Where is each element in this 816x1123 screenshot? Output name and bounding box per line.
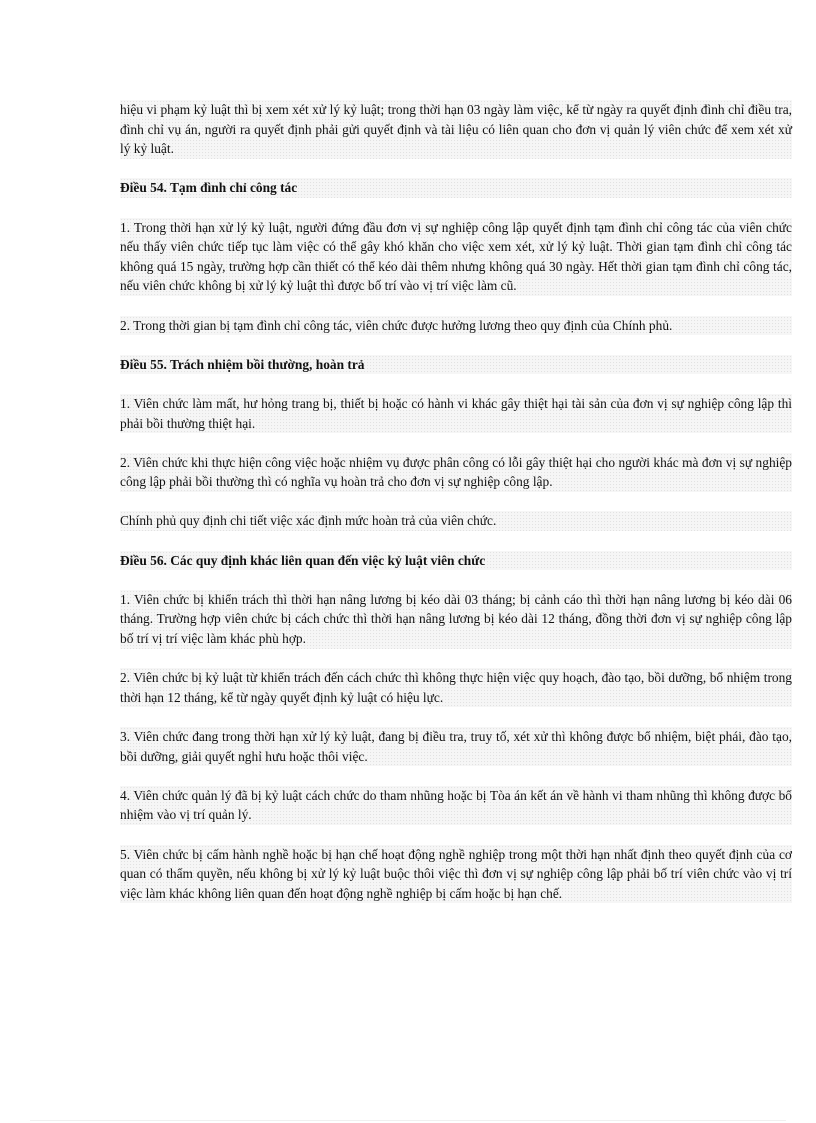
article-56-paragraph-1: 1. Viên chức bị khiển trách thì thời hạn nâng lương bị kéo dài 03 tháng; bị cảnh cáo thì thời hạn nâng lương bị kéo dài 06 tháng. Trường hợp viên chức bị cách chức thì thời hạn nâng lương bị kéo dài 12 tháng, đồng thời đơn vị sự nghiệp công lập bố trí vị trí việc làm khác phù hợp. — [120, 590, 792, 649]
article-56-paragraph-3: 3. Viên chức đang trong thời hạn xử lý kỷ luật, đang bị điều tra, truy tố, xét xử thì không được bổ nhiệm, biệt phái, đào tạo, bồi dưỡng, giải quyết nghỉ hưu hoặc thôi việc. — [120, 727, 792, 766]
article-55-paragraph-1: 1. Viên chức làm mất, hư hỏng trang bị, thiết bị hoặc có hành vi khác gây thiệt hại tài sản của đơn vị sự nghiệp công lập thì phải bồi thường thiệt hại. — [120, 394, 792, 433]
intro-paragraph: hiệu vi phạm kỷ luật thì bị xem xét xử lý kỷ luật; trong thời hạn 03 ngày làm việc, kể từ ngày ra quyết định đình chỉ điều tra, đình chỉ vụ án, người ra quyết định phải gửi quyết định và tài liệu có liên quan cho đơn vị quản lý viên chức để xem xét xử lý kỷ luật. — [120, 100, 792, 159]
article-55-paragraph-3: Chính phủ quy định chi tiết việc xác định mức hoàn trả của viên chức. — [120, 511, 792, 531]
article-56-title: Điều 56. Các quy định khác liên quan đến việc kỷ luật viên chức — [120, 551, 792, 571]
article-54-paragraph-2: 2. Trong thời gian bị tạm đình chỉ công tác, viên chức được hưởng lương theo quy định của Chính phủ. — [120, 316, 792, 336]
document-page — [120, 100, 792, 923]
article-54-title: Điều 54. Tạm đình chỉ công tác — [120, 178, 792, 198]
page-bottom-divider — [30, 1120, 786, 1121]
article-54-paragraph-1: 1. Trong thời hạn xử lý kỷ luật, người đứng đầu đơn vị sự nghiệp công lập quyết định tạm đình chỉ công tác của viên chức nếu thấy viên chức tiếp tục làm việc có thể gây khó khăn cho việc xem xét, xử lý kỷ luật. Thời gian tạm đình chỉ công tác không quá 15 ngày, trường hợp cần thiết có thể kéo dài thêm nhưng không quá 30 ngày. Hết thời gian tạm đình chỉ công tác, nếu viên chức không bị xử lý kỷ luật thì được bố trí vào vị trí việc làm cũ. — [120, 218, 792, 296]
article-56-paragraph-2: 2. Viên chức bị kỷ luật từ khiển trách đến cách chức thì không thực hiện việc quy hoạch, đào tạo, bồi dưỡng, bổ nhiệm trong thời hạn 12 tháng, kể từ ngày quyết định kỷ luật có hiệu lực. — [120, 668, 792, 707]
article-55-title: Điều 55. Trách nhiệm bồi thường, hoàn trả — [120, 355, 792, 375]
article-56-paragraph-5: 5. Viên chức bị cấm hành nghề hoặc bị hạn chế hoạt động nghề nghiệp trong một thời hạn nhất định theo quyết định của cơ quan có thẩm quyền, nếu không bị xử lý kỷ luật buộc thôi việc thì đơn vị sự nghiệp công lập phải bố trí viên chức vào vị trí việc làm khác không liên quan đến hoạt động nghề nghiệp bị cấm hoặc bị hạn chế. — [120, 845, 792, 904]
article-55-paragraph-2: 2. Viên chức khi thực hiện công việc hoặc nhiệm vụ được phân công có lỗi gây thiệt hại cho người khác mà đơn vị sự nghiệp công lập phải bồi thường thì có nghĩa vụ hoàn trả cho đơn vị sự nghiệp công lập. — [120, 453, 792, 492]
article-56-paragraph-4: 4. Viên chức quản lý đã bị kỷ luật cách chức do tham nhũng hoặc bị Tòa án kết án về hành vi tham nhũng thì không được bổ nhiệm vào vị trí quản lý. — [120, 786, 792, 825]
